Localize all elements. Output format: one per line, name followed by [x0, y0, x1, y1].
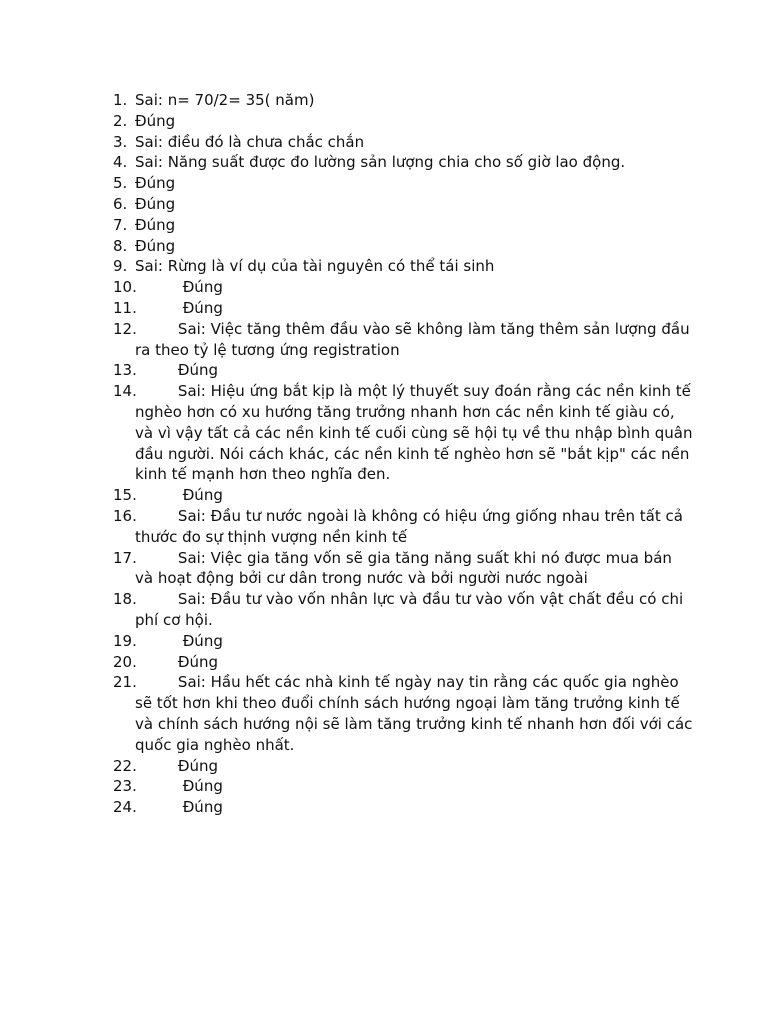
item-number: 4.	[113, 153, 128, 172]
item-number: 13.	[113, 361, 137, 380]
item-number: 9.	[113, 257, 128, 276]
item-number: 6.	[113, 194, 128, 213]
list-item	[113, 298, 693, 319]
item-number: 20.	[113, 652, 137, 671]
item-number: 22.	[113, 756, 137, 775]
item-text: Sai: n= 70/2= 35( năm)	[135, 91, 315, 109]
item-number: 7.	[113, 215, 128, 234]
list-item	[113, 381, 698, 485]
item-number: 19.	[113, 631, 137, 650]
item-number: 2.	[113, 111, 128, 130]
item-text: Sai: Đầu tư vào vốn nhân lực và đầu tư vào vốn vật chất đều có chi phí cơ hội.	[135, 590, 688, 629]
item-number: 14.	[113, 382, 137, 401]
item-text: Đúng	[135, 756, 219, 775]
item-number: 21.	[113, 673, 137, 692]
item-text: Đúng	[135, 194, 176, 213]
item-number: 11.	[113, 298, 137, 317]
list-item	[113, 756, 693, 777]
list-item	[113, 256, 693, 277]
item-text: Đúng	[135, 278, 223, 297]
list-item	[113, 236, 693, 257]
item-number: 1.	[113, 91, 128, 109]
list-item	[113, 589, 693, 631]
list-item	[113, 360, 693, 381]
item-text: Đúng	[135, 361, 219, 380]
list-item	[113, 132, 693, 153]
item-text: Đúng	[135, 486, 223, 505]
list-item	[113, 506, 693, 548]
item-text: Sai: Việc tăng thêm đầu vào sẽ không làm tăng thêm sản lượng đầu ra theo tỷ lệ tương ứng registration	[135, 319, 695, 359]
item-text: Đúng	[135, 298, 223, 317]
list-item	[113, 672, 698, 755]
item-number: 17.	[113, 548, 137, 567]
list-item	[113, 277, 693, 298]
item-number: 10.	[113, 278, 137, 297]
list-item	[113, 776, 693, 797]
list-item	[113, 194, 693, 215]
item-number: 15.	[113, 486, 137, 505]
item-number: 18.	[113, 590, 137, 609]
item-text: Sai: Việc gia tăng vốn sẽ gia tăng năng suất khi nó được mua bán và hoạt động bởi cư dân trong nước và bởi người nước ngoài	[135, 548, 677, 588]
list-item	[113, 319, 693, 361]
list-item	[113, 485, 693, 506]
item-number: 12.	[113, 319, 137, 338]
list-item	[113, 111, 693, 132]
item-text: Đúng	[135, 652, 219, 671]
item-text: Đúng	[135, 111, 176, 130]
item-text: Đúng	[135, 798, 223, 817]
item-text: Đúng	[135, 174, 176, 193]
item-number: 5.	[113, 174, 128, 193]
item-text: Sai: Đầu tư nước ngoài là không có hiệu ứng giống nhau trên tất cả thước đo sự thịnh vượng nền kinh tế	[135, 506, 688, 546]
item-text: Sai: Rừng là ví dụ của tài nguyên có thể tái sinh	[135, 257, 495, 276]
list-item	[113, 652, 693, 673]
list-item	[113, 631, 693, 652]
item-number: 3.	[113, 132, 128, 151]
item-number: 24.	[113, 798, 137, 817]
list-item	[113, 173, 693, 194]
item-number: 8.	[113, 236, 128, 255]
list-item	[113, 215, 693, 236]
item-text: Sai: điều đó là chưa chắc chắn	[135, 132, 365, 151]
answer-list	[113, 90, 698, 818]
list-item	[113, 797, 693, 818]
item-text: Sai: Hầu hết các nhà kinh tế ngày nay tin rằng các quốc gia nghèo sẽ tốt hơn khi theo đuổi chính sách hướng ngoại làm tăng trưởng kinh tế và chính sách hướng nội sẽ làm tăng trưởng kinh tế nhanh hơn đối với các quốc gia nghèo nhất.	[135, 673, 698, 754]
item-text: Đúng	[135, 236, 176, 255]
list-item	[113, 152, 693, 173]
item-text: Đúng	[135, 631, 223, 650]
list-item	[113, 90, 693, 111]
list-item	[113, 548, 693, 590]
item-text: Đúng	[135, 215, 176, 234]
item-text: Sai: Hiệu ứng bắt kịp là một lý thuyết suy đoán rằng các nền kinh tế nghèo hơn có xu hướng tăng trưởng nhanh hơn các nền kinh tế giàu có, và vì vậy tất cả các nền kinh tế cuối cùng sẽ hội tụ về thu nhập bình quân đầu người. Nói cách khác, các nền kinh tế nghèo hơn sẽ "bắt kịp" các nền kinh tế mạnh hơn theo nghĩa đen.	[135, 382, 698, 484]
item-number: 23.	[113, 777, 137, 796]
item-text: Đúng	[135, 777, 223, 796]
item-text: Sai: Năng suất được đo lường sản lượng chia cho số giờ lao động.	[135, 153, 626, 172]
item-number: 16.	[113, 506, 137, 525]
